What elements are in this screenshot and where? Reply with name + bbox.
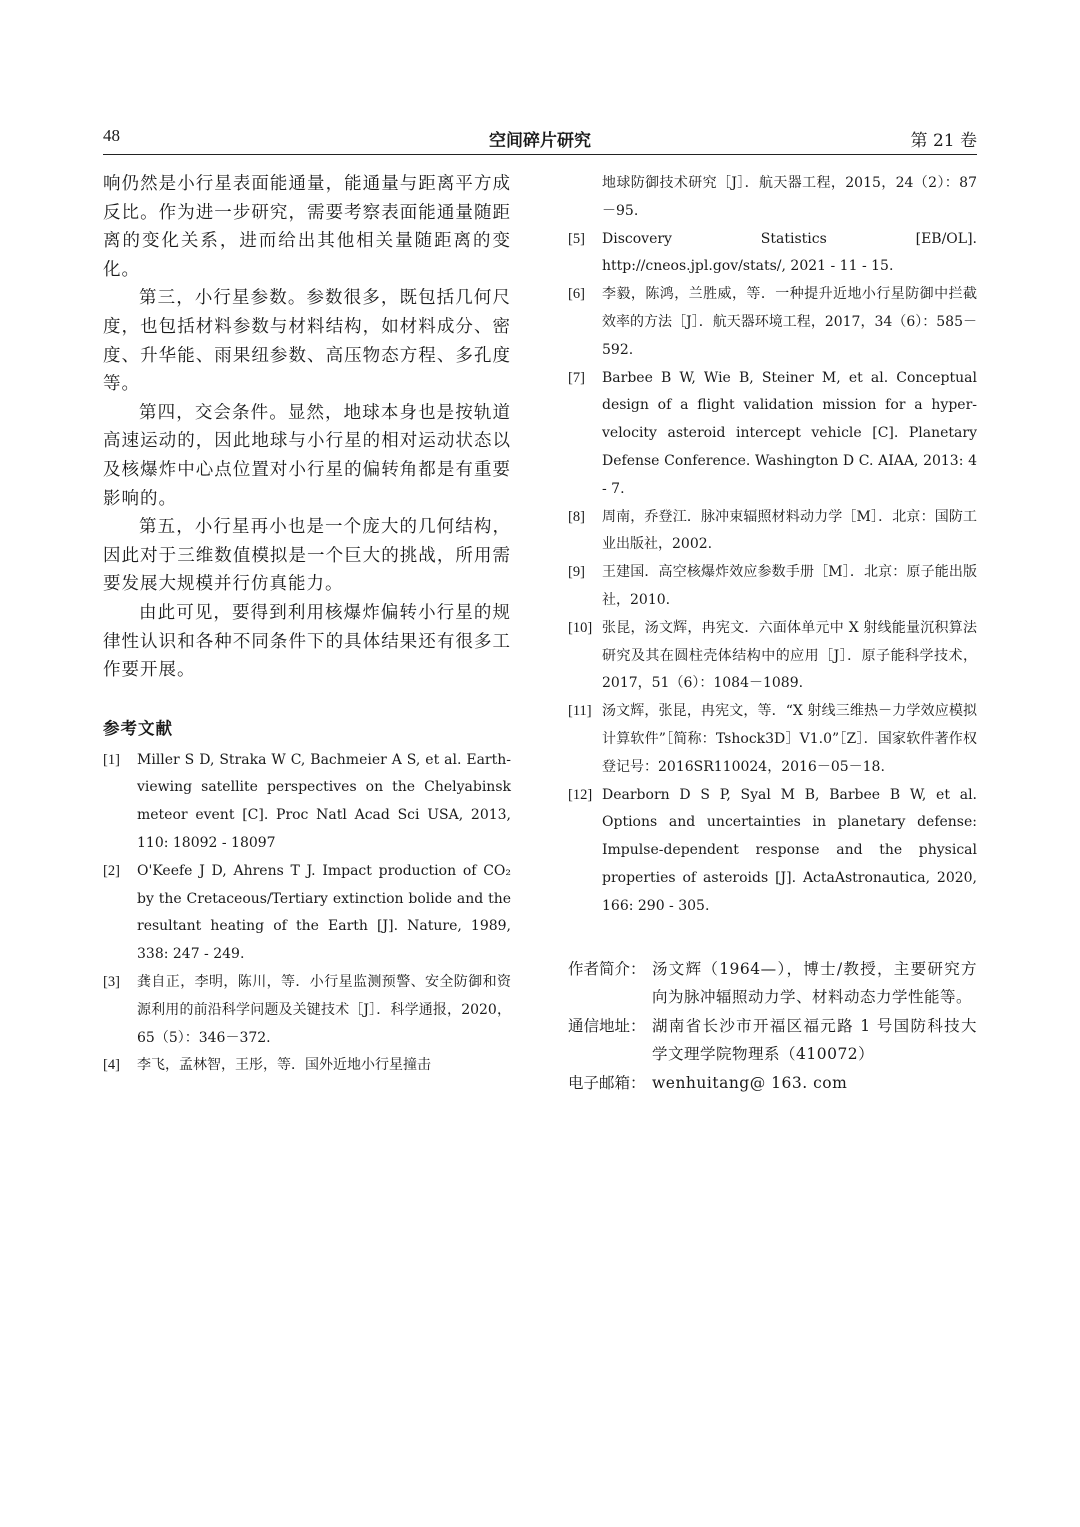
body-paragraph: 第五，小行星再小也是一个庞大的几何结构，因此对于三维数值模拟是一个巨大的挑战，所用需要发展大规模并行仿真能力。 (103, 517, 511, 595)
reference-item (568, 698, 977, 781)
reference-number: [3] (103, 974, 120, 991)
reference-continuation (568, 170, 977, 226)
reference-item (568, 226, 977, 282)
reference-text: 周南，乔登江．脉冲束辐照材料动力学［M］．北京：国防工业出版社，2002. (602, 508, 977, 553)
reference-item (568, 281, 977, 364)
reference-number: [1] (103, 751, 120, 768)
author-email (568, 1069, 977, 1098)
author-email-text: wenhuitang@ 163. com (652, 1073, 848, 1092)
reference-item (568, 559, 977, 615)
reference-number: [5] (568, 230, 585, 247)
references-heading: 参考文献 (103, 718, 173, 738)
author-bio (568, 955, 977, 1012)
reference-number: [8] (568, 508, 585, 525)
reference-text: 李毅，陈鸿，兰胜威，等．一种提升近地小行星防御中拦截效率的方法［J］．航天器环境工程，2017，34（6）：585－592. (602, 286, 977, 358)
reference-number: [12] (568, 786, 593, 803)
body-paragraph: 由此可见，要得到利用核爆炸偏转小行星的规律性认识和各种不同条件下的具体结果还有很多工作要开展。 (103, 602, 511, 681)
reference-number: [2] (103, 862, 120, 879)
reference-number: [11] (568, 703, 592, 720)
body-paragraph: 第四，交会条件。显然，地球本身也是按轨道高速运动的，因此地球与小行星的相对运动状态以及核爆炸中心点位置对小行星的偏转角都是有重要影响的。 (103, 402, 511, 509)
author-bio-label: 作者简介： (568, 959, 646, 978)
reference-text: 王建国．高空核爆炸效应参数手册［M］．北京：原子能出版社，2010. (602, 564, 977, 608)
left-column (103, 170, 511, 1080)
reference-number: [7] (568, 369, 585, 386)
author-bio-text: 汤文辉（1964—），博士/教授，主要研究方向为脉冲辐照动力学、材料动态力学性能等。 (652, 959, 977, 1007)
author-info (568, 955, 977, 1098)
author-email-label: 电子邮箱： (568, 1073, 646, 1092)
reference-item (103, 858, 511, 969)
volume-label: 第 21 卷 (910, 131, 977, 151)
reference-text: 龚自正，李明，陈川，等．小行星监测预警、安全防御和资源利用的前沿科学问题及关键技术［J］．科学通报，2020，65（5）：346－372. (137, 974, 511, 1046)
reference-item (103, 1052, 511, 1080)
running-header (103, 124, 977, 155)
reference-item (568, 504, 977, 560)
body-paragraph: 第三，小行星参数。参数很多，既包括几何尺度，也包括材料参数与材料结构，如材料成分、密度、升华能、雨果纽参数、高压物态方程、多孔度等。 (103, 288, 511, 395)
reference-number: [10] (568, 619, 593, 636)
reference-text: 李飞，孟林智，王彤，等．国外近地小行星撞击 (137, 1057, 431, 1074)
reference-text: O'Keefe J D, Ahrens T J. Impact production of CO₂ by the Cretaceous/Tertiary extinction bolide and the resultant heating of the Earth [J]. Nature, 1989, 338: 247 - 249. (137, 862, 511, 963)
author-address-text: 湖南省长沙市开福区福元路 1 号国防科技大学文理学院物理系（410072） (652, 1016, 977, 1064)
body-paragraph: 响仍然是小行星表面能通量，能通量与距离平方成反比。作为进一步研究，需要考察表面能通量随距离的变化关系，进而给出其他相关量随距离的变化。 (103, 174, 511, 280)
reference-item (568, 365, 977, 504)
page-number: 48 (103, 126, 120, 145)
journal-title: 空间碎片研究 (489, 131, 591, 151)
author-address (568, 1012, 977, 1069)
reference-text: 汤文辉，张昆，冉宪文，等．“X 射线三维热－力学效应模拟计算软件”［简称：Tshock3D］V1.0”［Z］．国家软件著作权登记号：2016SR110024，2016－05－18. (602, 703, 977, 775)
reference-item (568, 615, 977, 698)
right-column (568, 170, 977, 1097)
reference-text: 张昆，汤文辉，冉宪文．六面体单元中 X 射线能量沉积算法研究及其在圆柱壳体结构中的应用［J］．原子能科学技术，2017，51（6）：1084－1089. (602, 619, 977, 692)
reference-item (103, 747, 511, 858)
reference-number: [9] (568, 564, 585, 581)
reference-item (103, 969, 511, 1052)
reference-number: [6] (568, 286, 585, 303)
reference-text: Miller S D, Straka W C, Bachmeier A S, et al. Earth-viewing satellite perspectives on the Chelyabinsk meteor event [C]. Proc Natl Acad Sci USA, 2013, 110: 18092 - 18097 (137, 751, 511, 852)
reference-item (568, 782, 977, 921)
reference-text: Barbee B W, Wie B, Steiner M, et al. Conceptual design of a flight validation mission for a hyper-velocity asteroid intercept vehicle [C]. Planetary Defense Conference. Washington D C. AIAA, 2013: 4 - 7. (602, 369, 977, 497)
reference-text: Discovery Statistics [EB/OL]. http://cneos.jpl.gov/stats/, 2021 - 11 - 15. (602, 230, 977, 275)
reference-text: Dearborn D S P, Syal M B, Barbee B W, et al. Options and uncertainties in planetary defense: Impulse-dependent response and the physical properties of asteroids [J]. ActaAstronautica, 2020, 166: 290 - 305. (602, 786, 977, 914)
author-address-label: 通信地址： (568, 1016, 646, 1035)
reference-text: 地球防御技术研究［J］．航天器工程，2015，24（2）：87－95. (602, 175, 977, 219)
reference-number: [4] (103, 1057, 120, 1074)
